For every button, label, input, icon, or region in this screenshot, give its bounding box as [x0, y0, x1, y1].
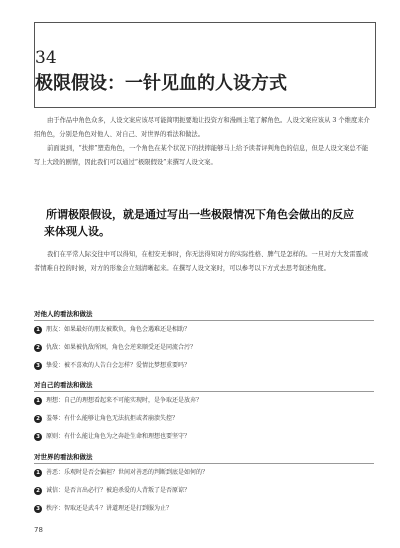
list-item-text: 诚信：是否言出必行？被迫杀爱的人背叛了是否原谅？	[46, 487, 191, 494]
list-item-text: 原则：有什么能让角色为之奔赴生命和理想也要坚守？	[46, 433, 191, 440]
section-title-world: 对世界的看法和做法	[34, 453, 93, 461]
number-badge: 1	[34, 326, 42, 334]
list-item-text: 挚爱：被不喜欢的人告白会怎样？爱情比梦想重要吗？	[46, 362, 191, 369]
intro-paragraph-1: 由于作品中角色众多，人设文案应该尽可能简明扼要地让投资方和漫画主笔了解角色。人设文案应该从 3 个维度来介绍角色，分别是角色对他人、对自己、对世界的看法和做法。	[34, 117, 370, 138]
list-item	[34, 395, 374, 407]
list-item	[34, 485, 374, 497]
section-divider	[34, 320, 374, 321]
list-item	[34, 413, 374, 425]
list-item-text: 秩序：智取还是武斗？讲道理还是打到服为止？	[46, 505, 173, 512]
list-item	[34, 342, 374, 354]
list-item-text: 仇敌：如果被仇敌所困，角色会逆来顺受还是同流合污？	[46, 344, 197, 351]
chapter-title: 极限假设：一针见血的人设方式	[35, 73, 287, 94]
highlight-heading: 所谓极限假设，就是通过写出一些极限情况下角色会做出的反应来体现人设。	[44, 208, 354, 238]
list-item	[34, 503, 374, 515]
list-item-text: 理想：自己的理想看起来不可能实现时，是争取还是放弃？	[46, 397, 203, 404]
section-divider	[34, 391, 374, 392]
body-paragraph: 我们在平常人际交往中可以得知，在相安无事时，你无法得知对方的实际性格、脾气是怎样的。一旦对方大发雷霆或者情难自控的时候，对方的形象会立刻清晰起来。在撰写人设文案时，可以参考以下方式去思考叙述角度。	[34, 251, 369, 272]
list-item-text: 羞辱：有什么能够让角色无法抗拒或者崩溃失控？	[46, 415, 179, 422]
number-badge: 3	[34, 505, 42, 513]
section-title-self: 对自己的看法和做法	[34, 381, 93, 389]
number-badge: 2	[34, 344, 42, 352]
list-item-text: 善恶：乐观时是否会偏袒？世间对善恶的判断到底是如何的？	[46, 469, 209, 476]
list-item	[34, 324, 374, 336]
list-item	[34, 467, 374, 479]
list-item	[34, 360, 374, 372]
section-title-others: 对他人的看法和做法	[34, 310, 93, 318]
list-item	[34, 431, 374, 443]
number-badge: 3	[34, 362, 42, 370]
chapter-header-box	[34, 22, 376, 108]
number-badge: 2	[34, 415, 42, 423]
number-badge: 1	[34, 469, 42, 477]
list-item-text: 朋友：如果最好的朋友被欺负，角色会遇难还是相助？	[46, 326, 191, 333]
chapter-number: 34	[35, 48, 57, 68]
number-badge: 3	[34, 433, 42, 441]
section-divider	[34, 463, 374, 464]
intro-paragraph-2: 前面说到，“扶摔”塑造角色，一个角色在某个状况下的扶摔能够马上给予读者评判角色的信息，但是人设文案总不能写上大段的剧情，因此我们可以通过“极限假设”来撰写人设文案。	[34, 145, 369, 166]
number-badge: 1	[34, 397, 42, 405]
number-badge: 2	[34, 487, 42, 495]
page-number: 78	[34, 526, 43, 534]
